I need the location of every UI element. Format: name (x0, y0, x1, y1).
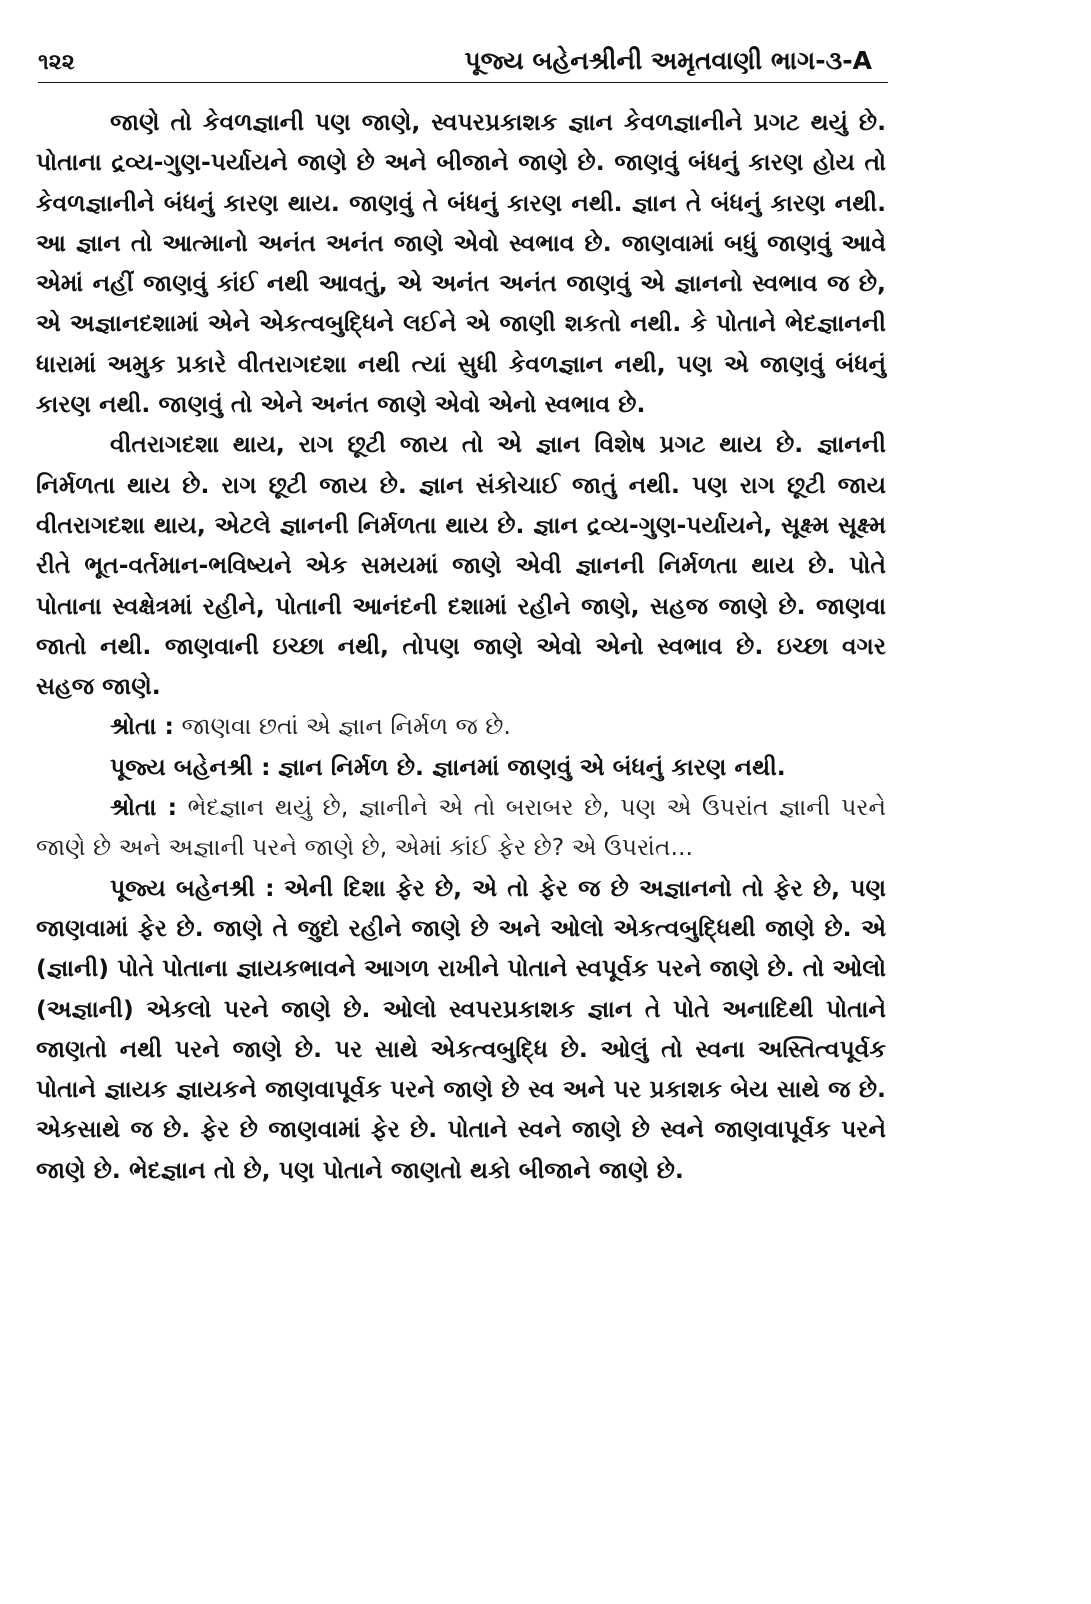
dialogue-listener-1 (36, 706, 886, 746)
paragraph-1: જાણે તો કેવળજ્ઞાની પણ જાણે, સ્વપરપ્રકાશક જ્ઞાન કેવળજ્ઞાનીને પ્રગટ થયું છે. પોતાના દ્રવ્ય-ગુણ-પર્યાયને જાણે છે અને બીજાને જાણે છે. જાણવું બંધનું કારણ હોય તો કેવળજ્ઞાનીને બંધનું કારણ થાય. જાણવું તે બંધનું કારણ નથી. જ્ઞાન તે બંધનું કારણ નથી. આ જ્ઞાન તો આત્માનો અનંત અનંત જાણે એવો સ્વભાવ છે. જાણવામાં બધું જાણવું આવે એમાં નહીં જાણવું કાંઈ નથી આવતું, એ અનંત અનંત જાણવું એ જ્ઞાનનો સ્વભાવ જ છે, એ અજ્ઞાનદશામાં એને એકત્વબુદ્ધિને લઈને એ જાણી શકતો નથી. કે પોતાને ભેદજ્ઞાનની ધારામાં અમુક પ્રકારે વીતરાગદશા નથી ત્યાં સુધી કેવળજ્ઞાન નથી, પણ એ જાણવું બંધનું કારણ નથી. જાણવું તો એને અનંત જાણે એવો એનો સ્વભાવ છે. (36, 108, 886, 419)
dialogue-text: જાણવા છતાં એ જ્ઞાન નિર્મળ જ છે. (181, 712, 511, 741)
paragraph-2: વીતરાગદશા થાય, રાગ છૂટી જાય તો એ જ્ઞાન વિશેષ પ્રગટ થાય છે. જ્ઞાનની નિર્મળતા થાય છે. રાગ છૂટી જાય છે. જ્ઞાન સંકોચાઈ જાતું નથી. પણ રાગ છૂટી જાય વીતરાગદશા થાય, એટલે જ્ઞાનની નિર્મળતા થાય છે. જ્ઞાન દ્રવ્ય-ગુણ-પર્યાયને, સૂક્ષ્મ સૂક્ષ્મ રીતે ભૂત-વર્તમાન-ભવિષ્યને એક સમયમાં જાણે એવી જ્ઞાનની નિર્મળતા થાય છે. પોતે પોતાના સ્વક્ષેત્રમાં રહીને, પોતાની આનંદની દશામાં રહીને જાણે, સહજ જાણે છે. જાણવા જાતો નથી. જાણવાની ઇચ્છા નથી, તોપણ જાણે એવો એનો સ્વભાવ છે. ઇચ્છા વગર સહજ જાણે. (36, 430, 886, 701)
speaker-label: શ્રોતા : (110, 793, 178, 822)
speaker-label: શ્રોતા : (110, 712, 174, 741)
dialogue-text: એની દિશા ફેર છે, એ તો ફેર જ છે અજ્ઞાનનો તો ફેર છે, પણ જાણવામાં ફેર છે. જાણે તે જુદો રહીને જાણે છે અને ઓલો એકત્વબુદ્ધિથી જાણે છે. એ (જ્ઞાની) પોતે પોતાના જ્ઞાયકભાવને આગળ રાખીને પોતાને સ્વપૂર્વક પરને જાણે છે. તો ઓલો (અજ્ઞાની) એકલો પરને જાણે છે. ઓલો સ્વપરપ્રકાશક જ્ઞાન તે પોતે અનાદિથી પોતાને જાણતો નથી પરને જાણે છે. પર સાથે એકત્વબુદ્ધિ છે. ઓલું તો સ્વના અસ્તિત્વપૂર્વક પોતાને જ્ઞાયક જ્ઞાયકને જાણવાપૂર્વક પરને જાણે છે સ્વ અને પર પ્રકાશક બેય સાથે જ છે. એકસાથે જ છે. ફેર છે જાણવામાં ફેર છે. પોતાને સ્વને જાણે છે સ્વને જાણવાપૂર્વક પરને જાણે છે. ભેદજ્ઞાન તો છે, પણ પોતાને જાણતો થકો બીજાને જાણે છે. (36, 873, 886, 1184)
speaker-label: પૂજ્ય બહેનશ્રી : (110, 752, 271, 781)
running-title: પૂજ્ય બહેનશ્રીની અમૃતવાણી ભાગ-૩-A (464, 46, 872, 75)
page-body (36, 102, 886, 1190)
dialogue-text: ભેદજ્ઞાન થયું છે, જ્ઞાનીને એ તો બરાબર છે, પણ એ ઉપરાંત જ્ઞાની પરને જાણે છે અને અજ્ઞાની પરને જાણે છે, એમાં કાંઈ ફેર છે? એ ઉપરાંત... (36, 793, 886, 862)
speaker-label: પૂજ્ય બહેનશ્રી : (110, 873, 275, 902)
dialogue-text: જ્ઞાન નિર્મળ છે. જ્ઞાનમાં જાણવું એ બંધનું કારણ નથી. (277, 752, 786, 781)
dialogue-behenshri-1 (36, 747, 886, 787)
dialogue-behenshri-2 (36, 868, 886, 1190)
page-header (38, 44, 888, 83)
page-number: ૧૨૨ (38, 50, 75, 75)
dialogue-listener-2 (36, 787, 886, 868)
